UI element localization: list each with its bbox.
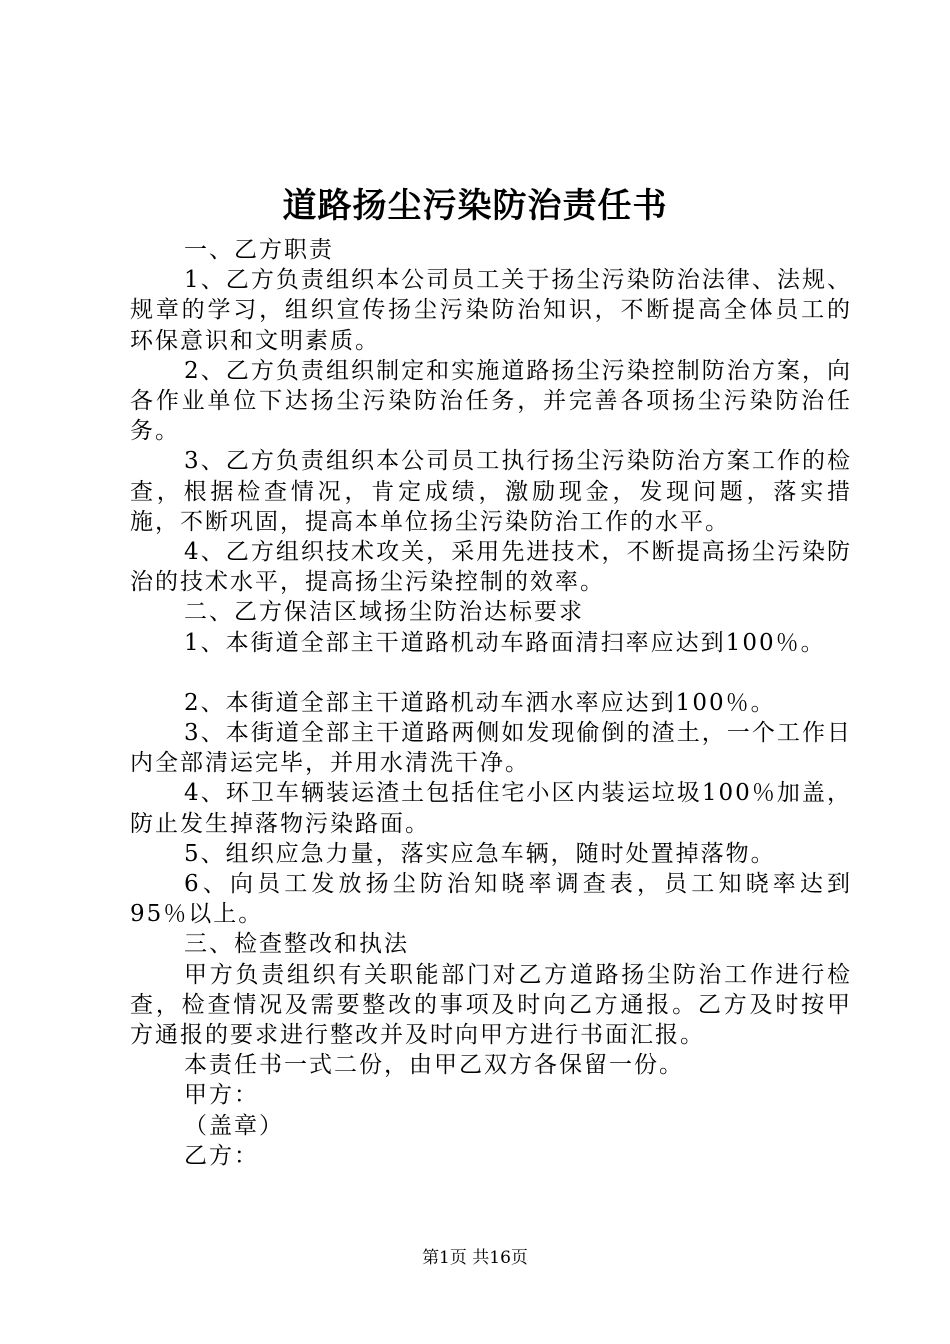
- paragraph: 3、本街道全部主干道路两侧如发现偷倒的渣土，一个工作日内全部清运完毕，并用水清洗干净。: [130, 720, 852, 777]
- party-a-label: 甲方：: [184, 1082, 260, 1109]
- paragraph: 1、乙方负责组织本公司员工关于扬尘污染防治法律、法规、规章的学习，组织宣传扬尘污染防治知识，不断提高全体员工的环保意识和文明素质。: [130, 267, 852, 354]
- section-heading-1: 一、乙方职责: [184, 237, 335, 263]
- party-b-label: 乙方：: [184, 1142, 260, 1169]
- blank-line: [130, 658, 852, 688]
- paragraph: 3、乙方负责组织本公司员工执行扬尘污染防治方案工作的检查，根据检查情况，肯定成绩，激励现金，发现问题，落实措施，不断巩固，提高本单位扬尘污染防治工作的水平。: [130, 448, 852, 535]
- paragraph: 1、本街道全部主干道路机动车路面清扫率应达到100％。: [184, 629, 826, 656]
- section-heading-2: 二、乙方保洁区域扬尘防治达标要求: [184, 599, 585, 626]
- paragraph: 甲方负责组织有关职能部门对乙方道路扬尘防治工作进行检查，检查情况及需要整改的事项及时向乙方通报。乙方及时按甲方通报的要求进行整改并及时向甲方进行书面汇报。: [130, 961, 852, 1049]
- document-body: [130, 235, 852, 1171]
- paragraph: 2、乙方负责组织制定和实施道路扬尘污染控制防治方案，向各作业单位下达扬尘污染防治任务，并完善各项扬尘污染防治任务。: [130, 357, 852, 445]
- paragraph: 4、乙方组织技术攻关，采用先进技术，不断提高扬尘污染防治的技术水平，提高扬尘污染控制的效率。: [130, 539, 852, 596]
- paragraph: 本责任书一式二份，由甲乙双方各保留一份。: [184, 1052, 685, 1079]
- section-heading-3: 三、检查整改和执法: [184, 931, 410, 958]
- seal-label: （盖章）: [184, 1112, 285, 1139]
- paragraph: 4、环卫车辆装运渣土包括住宅小区内装运垃圾100％加盖，防止发生掉落物污染路面。: [130, 780, 852, 837]
- document-title: 道路扬尘污染防治责任书: [282, 186, 668, 226]
- paragraph: 2、本街道全部主干道路机动车洒水率应达到100％。: [184, 689, 776, 716]
- paragraph: 6、向员工发放扬尘防治知晓率调查表，员工知晓率达到95％以上。: [130, 871, 852, 928]
- page-number: 第1页 共16页: [422, 1248, 528, 1268]
- paragraph: 5、组织应急力量，落实应急车辆，随时处置掉落物。: [184, 840, 776, 867]
